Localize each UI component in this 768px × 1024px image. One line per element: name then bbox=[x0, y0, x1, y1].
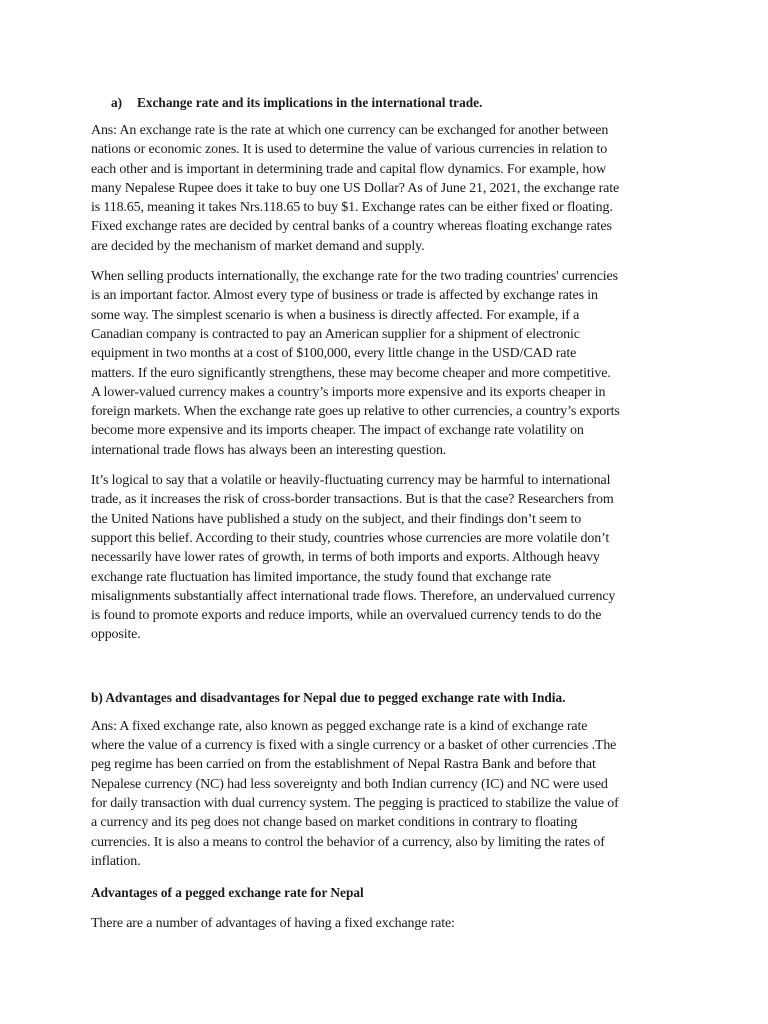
section-a-paragraph-2: When selling products internationally, the exchange rate for the two trading countries' currencies is an important factor. Almost every type of business or trade is affected by exchange rates in some way. The simplest scenario is when a business is directly affected. For example, if a Canadian company is contracted to pay an American supplier for a shipment of electronic equipment in two months at a cost of $100,000, every little change in the USD/CAD rate matters. If the euro significantly strengthens, these may become cheaper and more competitive. A lower-valued currency makes a country’s imports more expensive and its exports cheaper in foreign markets. When the exchange rate goes up relative to other currencies, a country’s exports become more expensive and its imports cheaper. The impact of exchange rate volatility on international trade flows has always been an interesting question. bbox=[91, 269, 620, 458]
section-b-heading: b) Advantages and disadvantages for Nepal due to pegged exchange rate with India. bbox=[91, 689, 566, 705]
document-body bbox=[91, 94, 675, 944]
section-b-paragraph-1: Ans: A fixed exchange rate, also known as pegged exchange rate is a kind of exchange rate where the value of a currency is fixed with a single currency or a basket of other currencies .The peg regime has been carried on from the establishment of Nepal Rastra Bank and before that Nepalese currency (NC) had less sovereignty and both Indian currency (IC) and NC were used for daily transaction with dual currency system. The pegging is practiced to stabilize the value of a currency and its peg does not change based on market conditions in contrary to floating currencies. It is also a means to control the behavior of a currency, also by limiting the rates of inflation. bbox=[91, 718, 619, 869]
section-a-paragraph-3: It’s logical to say that a volatile or heavily-fluctuating currency may be harmful to international trade, as it increases the risk of cross-border transactions. But is that the case? Researchers from the United Nations have published a study on the subject, and their findings don’t seem to support this belief. According to their study, countries whose currencies are more volatile don’t necessarily have lower rates of growth, in terms of both imports and exports. Although heavy exchange rate fluctuation has limited importance, the study found that exchange rate misalignments substantially affect international trade flows. Therefore, an undervalued currency is found to promote exports and reduce imports, while an overvalued currency tends to do the opposite. bbox=[91, 473, 616, 643]
advantages-intro: There are a number of advantages of having a fixed exchange rate: bbox=[91, 916, 455, 932]
section-a-paragraph-1: Ans: An exchange rate is the rate at which one currency can be exchanged for another between nations or economic zones. It is used to determine the value of various currencies in relation to each other and is important in determining trade and capital flow dynamics. For example, how many Nepalese Rupee does it take to buy one US Dollar? As of June 21, 2021, the exchange rate is 118.65, meaning it takes Nrs.118.65 to buy $1. Exchange rates can be either fixed or floating. Fixed exchange rates are decided by central banks of a country whereas floating exchange rates are decided by the mechanism of market demand and supply. bbox=[91, 123, 620, 254]
section-a-marker: a) bbox=[111, 95, 123, 110]
advantages-subheading: Advantages of a pegged exchange rate for Nepal bbox=[91, 885, 364, 901]
section-a-title: Exchange rate and its implications in the international trade. bbox=[137, 95, 483, 110]
section-a-heading bbox=[111, 94, 675, 112]
